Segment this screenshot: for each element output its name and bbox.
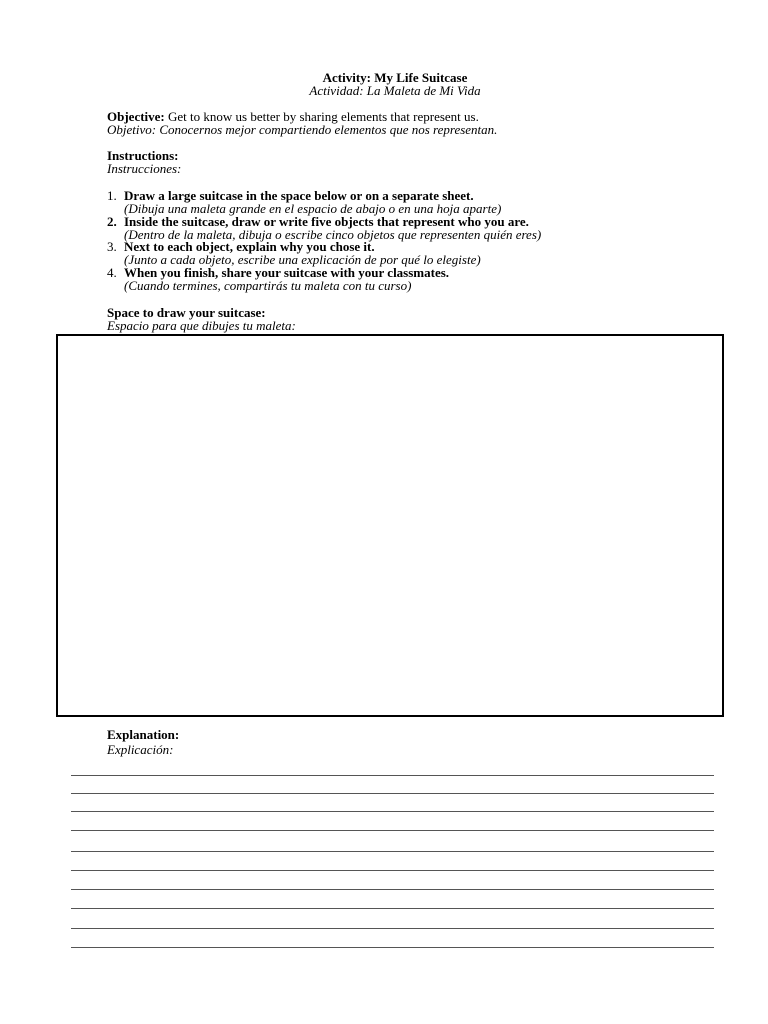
step-4-text: When you finish, share your suitcase with your classmates. <box>124 265 450 280</box>
step-3-text: Next to each object, explain why you chose it. <box>124 239 375 254</box>
title-english: Activity: My Life Suitcase <box>322 70 468 85</box>
step-1-text: Draw a large suitcase in the space below or on a separate sheet. <box>124 188 474 203</box>
writing-line[interactable] <box>71 811 714 812</box>
instructions-label: Instructions: <box>107 148 179 163</box>
writing-line[interactable] <box>71 830 714 831</box>
explanation-label: Explanation: <box>107 727 180 742</box>
step-3-spanish: (Junto a cada objeto, escribe una explicación de por qué lo elegiste) <box>124 252 481 267</box>
step-1-number: 1. <box>107 188 117 203</box>
title-spanish: Actividad: La Maleta de Mi Vida <box>309 83 481 98</box>
drawing-space-spanish: Espacio para que dibujes tu maleta: <box>107 318 296 333</box>
objective-spanish: Objetivo: Conocernos mejor compartiendo elementos que nos representan. <box>107 122 498 137</box>
writing-line[interactable] <box>71 793 714 794</box>
objective-label: Objective: <box>107 109 165 124</box>
writing-line[interactable] <box>71 889 714 890</box>
step-2-number: 2. <box>107 214 117 229</box>
writing-line[interactable] <box>71 851 714 852</box>
writing-line[interactable] <box>71 928 714 929</box>
objective-text: Get to know us better by sharing elements that represent us. <box>164 109 479 124</box>
writing-line[interactable] <box>71 870 714 871</box>
writing-line[interactable] <box>71 775 714 776</box>
suitcase-drawing-box[interactable] <box>56 334 724 717</box>
explanation-spanish: Explicación: <box>107 742 174 757</box>
step-1-spanish: (Dibuja una maleta grande en el espacio de abajo o en una hoja aparte) <box>124 201 502 216</box>
step-4-spanish: (Cuando termines, compartirás tu maleta con tu curso) <box>124 278 412 293</box>
step-2-text: Inside the suitcase, draw or write five objects that represent who you are. <box>124 214 529 229</box>
instructions-spanish: Instrucciones: <box>107 161 182 176</box>
writing-line[interactable] <box>71 908 714 909</box>
step-2-spanish: (Dentro de la maleta, dibuja o escribe cinco objetos que representen quién eres) <box>124 227 542 242</box>
step-4-number: 4. <box>107 265 117 280</box>
writing-line[interactable] <box>71 947 714 948</box>
drawing-space-label: Space to draw your suitcase: <box>107 305 266 320</box>
step-3-number: 3. <box>107 239 117 254</box>
